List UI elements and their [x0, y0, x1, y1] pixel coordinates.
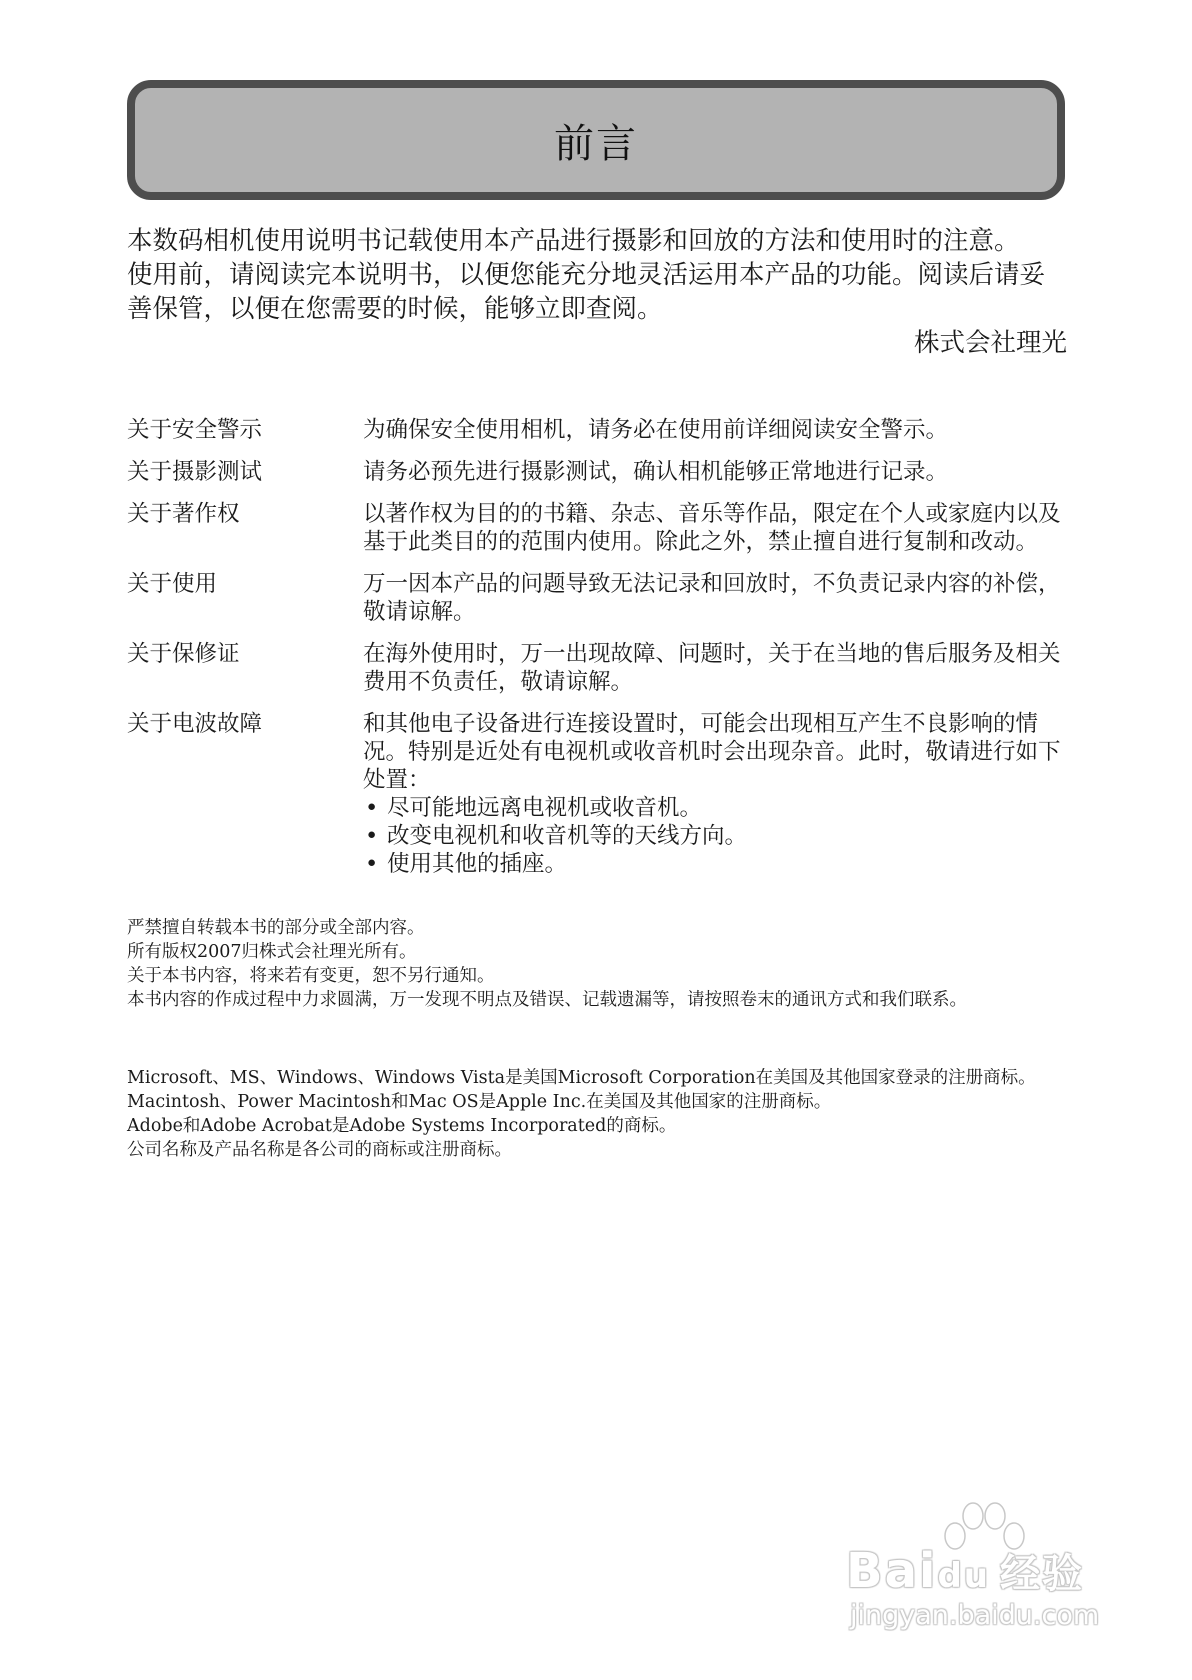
- note-label: 关于保修证: [127, 641, 240, 667]
- note-row-radio-interference: [127, 710, 1067, 878]
- watermark-brand-text: 经验: [999, 1551, 1084, 1597]
- note-row-usage: [127, 570, 1067, 626]
- trademark-notice: [127, 1066, 1067, 1162]
- note-row-warranty: [127, 640, 1067, 696]
- note-row-test-shots: [127, 458, 1067, 486]
- copyright-line: 本书内容的作成过程中力求圆满，万一发现不明点及错误、记载遗漏等，请按照卷末的通讯方式和我们联系。: [127, 990, 967, 1010]
- bullet-text: 尽可能地远离电视机或收音机。: [387, 795, 703, 821]
- watermark-brand-text: du: [937, 1556, 990, 1596]
- bullet-list: [363, 794, 1067, 878]
- intro-section: [127, 224, 1067, 360]
- note-text: 请务必预先进行摄影测试，确认相机能够正常地进行记录。: [363, 459, 949, 485]
- note-text: 在海外使用时，万一出现故障、问题时，关于在当地的售后服务及相关费用不负责任，敬请谅解。: [363, 641, 1061, 695]
- trademark-line: 公司名称及产品名称是各公司的商标或注册商标。: [127, 1140, 512, 1160]
- watermark-brand-text: Bai: [846, 1543, 938, 1599]
- company-signature: 株式会社理光: [913, 328, 1067, 358]
- intro-paragraph: 本数码相机使用说明书记载使用本产品进行摄影和回放的方法和使用时的注意。: [127, 226, 1020, 256]
- bullet-text: 使用其他的插座。: [387, 851, 568, 877]
- section-title-box: [127, 80, 1065, 200]
- note-text: 和其他电子设备进行连接设置时，可能会出现相互产生不良影响的情况。特别是近处有电视机或收音机时会出现杂音。此时，敬请进行如下处置：: [363, 711, 1061, 793]
- trademark-line: Macintosh、Power Macintosh和Mac OS是Apple Inc.在美国及其他国家的注册商标。: [127, 1092, 832, 1112]
- copyright-line: 所有版权2007归株式会社理光所有。: [127, 942, 417, 962]
- note-text: 为确保安全使用相机，请务必在使用前详细阅读安全警示。: [363, 417, 949, 443]
- notes-table: [127, 416, 1067, 892]
- intro-paragraph: 使用前，请阅读完本说明书，以便您能充分地灵活运用本产品的功能。阅读后请妥善保管，以便在您需要的时候，能够立即查阅。: [127, 260, 1046, 324]
- note-row-safety: [127, 416, 1067, 444]
- bullet-icon: •: [365, 795, 379, 821]
- baidu-jingyan-watermark: [846, 1502, 1126, 1632]
- note-text: 万一因本产品的问题导致无法记录和回放时，不负责记录内容的补偿，敬请谅解。: [363, 571, 1061, 625]
- note-text: 以著作权为目的的书籍、杂志、音乐等作品，限定在个人或家庭内以及基于此类目的的范围内使用。除此之外，禁止擅自进行复制和改动。: [363, 501, 1061, 555]
- trademark-line: Microsoft、MS、Windows、Windows Vista是美国Microsoft Corporation在美国及其他国家登录的注册商标。: [127, 1068, 1036, 1088]
- watermark-url: jingyan.baidu.com: [850, 1600, 1100, 1631]
- copyright-line: 严禁擅自转载本书的部分或全部内容。: [127, 918, 425, 938]
- bullet-icon: •: [365, 823, 379, 849]
- bullet-item: [363, 822, 1067, 850]
- bullet-text: 改变电视机和收音机等的天线方向。: [387, 823, 748, 849]
- bullet-item: [363, 850, 1067, 878]
- note-value: [363, 710, 1067, 878]
- watermark-brand: [846, 1542, 1084, 1599]
- trademark-line: Adobe和Adobe Acrobat是Adobe Systems Incorporated的商标。: [127, 1116, 677, 1136]
- copyright-notice: [127, 916, 1067, 1012]
- note-label: 关于使用: [127, 571, 218, 597]
- note-label: 关于摄影测试: [127, 459, 263, 485]
- bullet-item: [363, 794, 1067, 822]
- note-label: 关于著作权: [127, 501, 240, 527]
- copyright-line: 关于本书内容，将来若有变更，恕不另行通知。: [127, 966, 495, 986]
- note-row-copyright: [127, 500, 1067, 556]
- bullet-icon: •: [365, 851, 379, 877]
- page-title: 前言: [554, 120, 638, 167]
- note-label: 关于安全警示: [127, 417, 263, 443]
- note-label: 关于电波故障: [127, 711, 263, 737]
